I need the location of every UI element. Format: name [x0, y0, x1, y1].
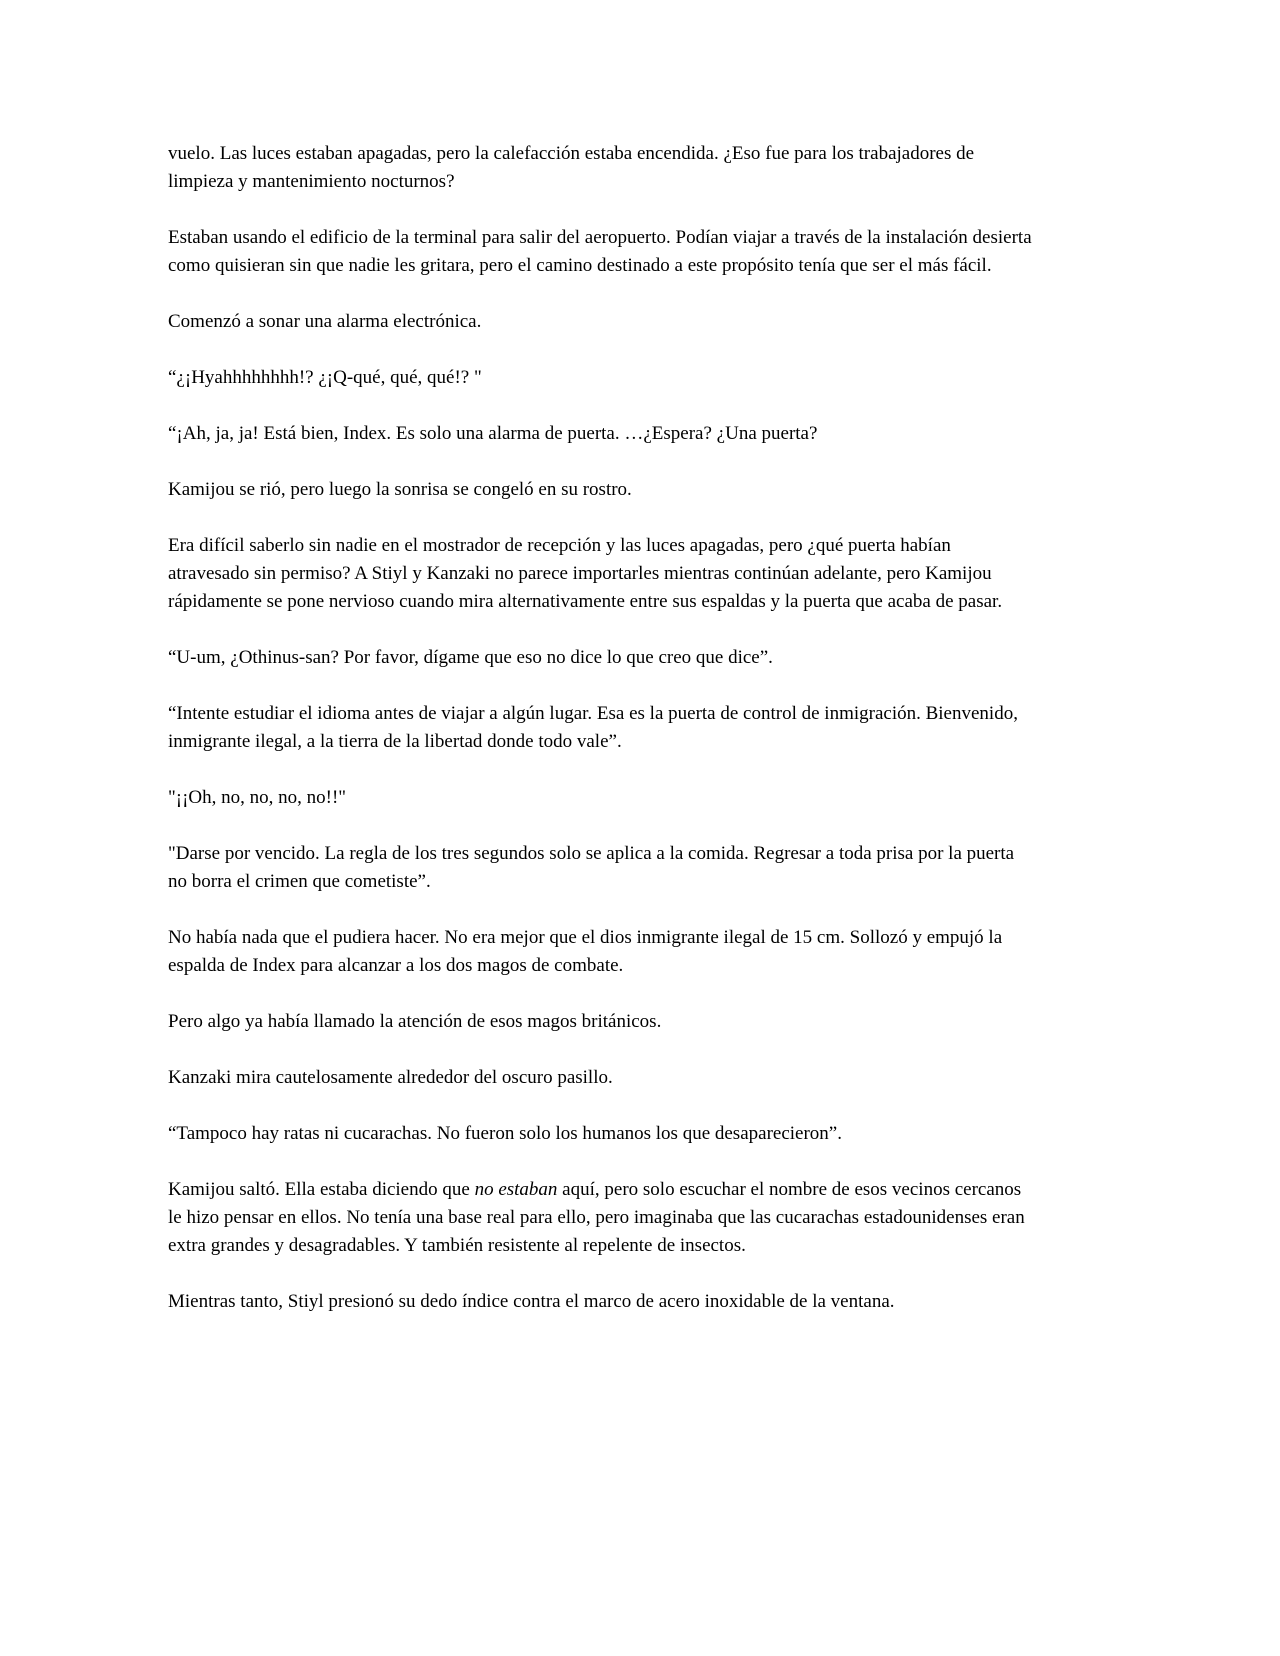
paragraph-17: Mientras tanto, Stiyl presionó su dedo índice contra el marco de acero inoxidable de la ventana.: [168, 1291, 895, 1312]
paragraph-12: No había nada que el pudiera hacer. No era mejor que el dios inmigrante ilegal de 15 cm. Sollozó y empujó la espalda de Index para alcanzar a los dos magos de combate.: [168, 927, 1003, 976]
paragraph-8: “U-um, ¿Othinus-san? Por favor, dígame que eso no dice lo que creo que dice”.: [168, 647, 773, 668]
paragraph-1: vuelo. Las luces estaban apagadas, pero la calefacción estaba encendida. ¿Eso fue para los trabajadores de limpieza y mantenimiento nocturnos?: [168, 143, 975, 192]
paragraph-10: "¡¡Oh, no, no, no, no!!": [168, 787, 347, 808]
paragraph-16: [168, 1176, 1035, 1260]
paragraph-13: Pero algo ya había llamado la atención de esos magos británicos.: [168, 1011, 662, 1032]
paragraph-11: "Darse por vencido. La regla de los tres segundos solo se aplica a la comida. Regresar a toda prisa por la puerta no borra el crimen que cometiste”.: [168, 843, 1015, 892]
paragraph-16-run-italic: no estaban: [474, 1179, 558, 1200]
paragraph-4: “¿¡Hyahhhhhhhh!? ¿¡Q-qué, qué, qué!? ": [168, 367, 482, 388]
paragraph-14: Kanzaki mira cautelosamente alrededor del oscuro pasillo.: [168, 1067, 613, 1088]
paragraph-16-run-1: Kamijou saltó. Ella estaba diciendo que: [168, 1179, 475, 1200]
paragraph-9: “Intente estudiar el idioma antes de viajar a algún lugar. Esa es la puerta de control de inmigración. Bienvenido, inmigrante ilegal, a la tierra de la libertad donde todo vale”.: [168, 703, 1018, 752]
paragraph-15: “Tampoco hay ratas ni cucarachas. No fueron solo los humanos los que desaparecieron”.: [168, 1123, 842, 1144]
paragraph-7: Era difícil saberlo sin nadie en el mostrador de recepción y las luces apagadas, pero ¿qué puerta habían atravesado sin permiso? A Stiyl y Kanzaki no parece importarles mientras continúan adelante, pero Kamijou rápidamente se pone nervioso cuando mira alternativamente entre sus espaldas y la puerta que acaba de pasar.: [168, 535, 1003, 612]
paragraph-2: Estaban usando el edificio de la terminal para salir del aeropuerto. Podían viajar a través de la instalación desierta como quisieran sin que nadie les gritara, pero el camino destinado a este propósito tenía que ser el más fácil.: [168, 227, 1032, 276]
paragraph-5: “¡Ah, ja, ja! Está bien, Index. Es solo una alarma de puerta. …¿Espera? ¿Una puerta?: [168, 423, 818, 444]
paragraph-3: Comenzó a sonar una alarma electrónica.: [168, 311, 482, 332]
paragraph-6: Kamijou se rió, pero luego la sonrisa se congeló en su rostro.: [168, 479, 632, 500]
paragraph-16-run-2: aquí, pero solo escuchar el nombre de esos vecinos cercanos le hizo pensar en ellos. No tenía una base real para ello, pero imaginaba que las cucarachas estadounidenses eran extra grandes y desagradables. Y también resistente al repelente de insectos.: [168, 1179, 1025, 1256]
